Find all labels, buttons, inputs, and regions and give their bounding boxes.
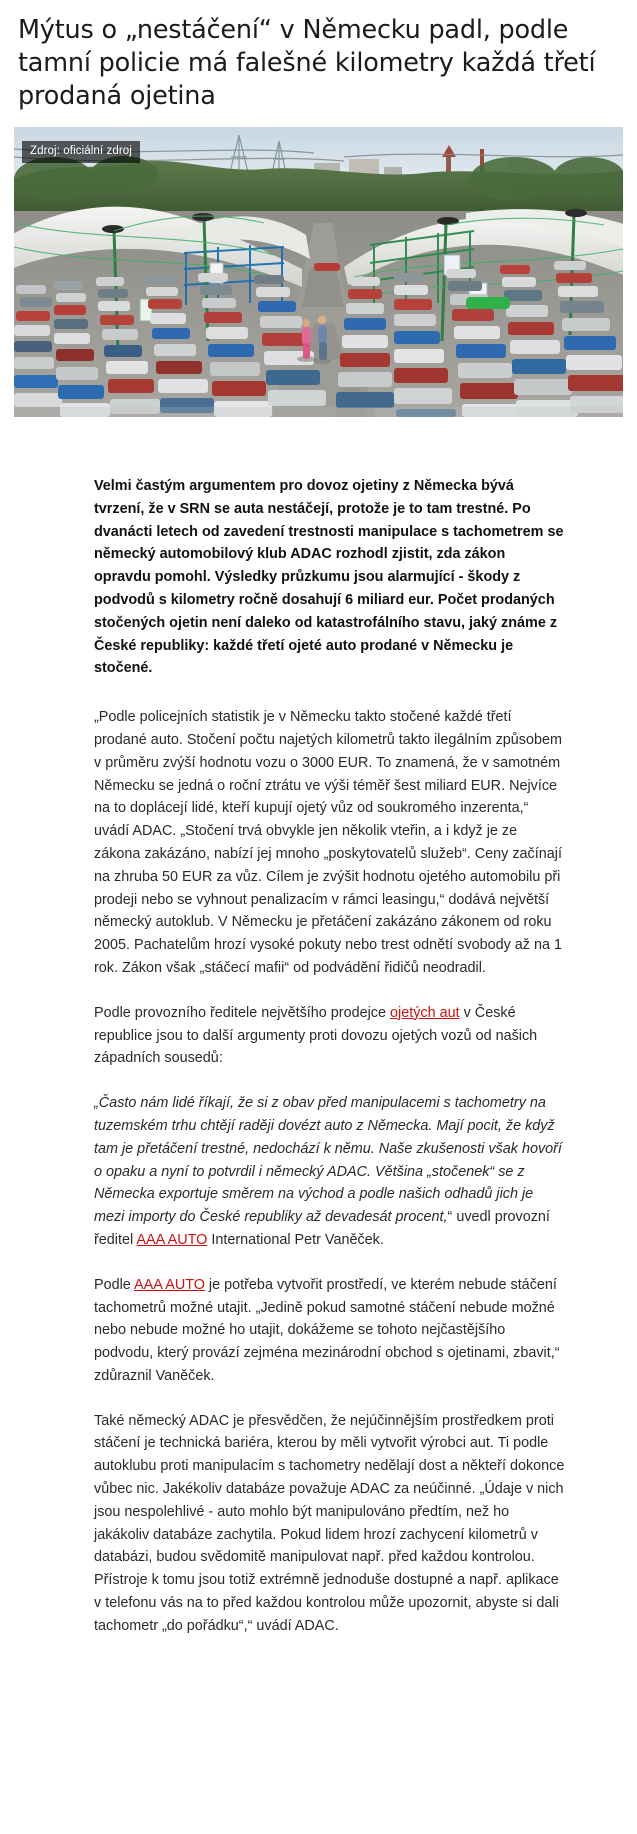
link-aaa-auto[interactable]: AAA AUTO [134, 1276, 205, 1293]
hero-figure [14, 127, 623, 417]
link-aaa-auto-quote[interactable]: AAA AUTO [136, 1231, 208, 1248]
paragraph-aaa-auto [94, 1274, 565, 1388]
director-intro-text-before: Podle provozního ředitele největšího prodejce [94, 1004, 390, 1021]
quote-text: „Často nám lidé říkají, že si z obav před manipulacemi s tachometry na tuzemském trhu chtějí raději dovézt auto z Německa. Mají pocit, že když tam je přetáčení trestné, nedochází k němu. Naše zkušenosti však hovoří o opaku a nyní to potvrdil i německý ADAC. Většina „stočenek“ se z Německa exportuje směrem na východ a podle našich odhadů jich je mezi importy do České republiky až devadesát procent, [94, 1095, 562, 1226]
link-ojetych-aut[interactable]: ojetých aut [390, 1004, 460, 1021]
paragraph-quote [94, 1092, 565, 1252]
quote-attribution-before: “ uvedl provozní ředitel [94, 1209, 550, 1248]
director-intro-text-after: v České republice jsou to další argumenty proti dovozu ojetých vozů od našich západních sousedů: [94, 1004, 538, 1067]
lead-paragraph: Velmi častým argumentem pro dovoz ojetiny z Německa bývá tvrzení, že v SRN se auta nestáčejí, protože je to tam trestné. Po dvanácti letech od zavedení trestnosti manipulace s tachometrem se německý automobilový klub ADAC rozhodl zjistit, zda zákon opravdu pomohl. Výsledky průzkumu jsou alarmující - škody z podvodů s kilometry ročně dosahují 6 miliard eur. Počet prodaných stočených ojetin není daleko od katastrofálního stavu, jaký známe z České republiky: každé třetí ojeté auto prodané v Německu je stočené. [94, 478, 564, 677]
image-source-caption: Zdroj: oficiální zdroj [22, 141, 140, 163]
page-title: Mýtus o „nestáčení“ v Německu padl, podle tamní policie má falešné kilometry každá třetí prodaná ojetina [18, 15, 596, 111]
paragraph-final-adac: Také německý ADAC je přesvědčen, že nejúčinnějším prostředkem proti stáčení je technická bariéra, kterou by měli vytvořit výrobci aut. Ti podle autoklubu proti manipulacím s tachometry nedělají dost a někteří dokonce vůbec nic. Jakékoliv databáze považuje ADAC za neúčinné. „Údaje v nich jsou nespolehlivé - auto mohlo být manipulováno předtím, než ho jakákoliv databáze zachytila. Pokud lidem hrozí zachycení kilometrů v databázi, budou svědomitě manipulovat např. před každou kontrolou. Přístroje k tomu jsou totiž extrémně jednoduše dostupné a např. aplikace v telefonu vás na to před každou kontrolou může upozornit, abyste si dali tachometr „do pořádku“,“ uvádí ADAC. [94, 1412, 565, 1634]
article-body [0, 475, 637, 1638]
car-lot-photo [14, 127, 623, 417]
aaa-text-before: Podle [94, 1276, 135, 1293]
paragraph-police-statistics: „Podle policejních statistik je v Německu takto stočené každé třetí prodané auto. Stočení počtu najetých kilometrů takto ilegálním způsobem v průměru zvýší hodnotu vozu o 3000 EUR. To znamená, že v samotném Německu se jedná o roční ztrátu ve výši téměř šest miliard EUR. Nejvíce na to doplácejí lidé, kteří kupují ojetý vůz od soukromého inzerenta,“ uvádí ADAC. „Stočení trvá obvykle jen několik vteřin, a i když je ze zákona zakázáno, nabízí jej mnoho „poskytovatelů služeb“. Ceny začínají na zhruba 50 EUR za vůz. Cílem je zvýšit hodnotu ojetého automobilu při prodeji nebo se vyhnout penalizacím v rámci leasingu,“ dodává největší německý autoklub. V Německu je přetáčení zakázáno zákonem od roku 2005. Pachatelům hrozí vysoké pokuty nebo trest odnětí svobody až na 1 rok. Zákon však „stáčecí mafii“ od podvádění řidičů neodradil. [94, 709, 562, 976]
quote-attribution-after: International Petr Vaněček. [207, 1231, 384, 1248]
aaa-text-after: je potřeba vytvořit prostředí, ve kterém nebude stáčení tachometrů možné utajit. „Jedině pokud samotné stáčení nebude možné nebo nebude možné ho utajit, dokážeme se tohoto nejčastějšího podvodu, který provází zejména mezinárodní obchod s ojetinami, zbavit,“ zdůraznil Vaněček. [94, 1276, 560, 1384]
paragraph-director-intro [94, 1002, 565, 1070]
